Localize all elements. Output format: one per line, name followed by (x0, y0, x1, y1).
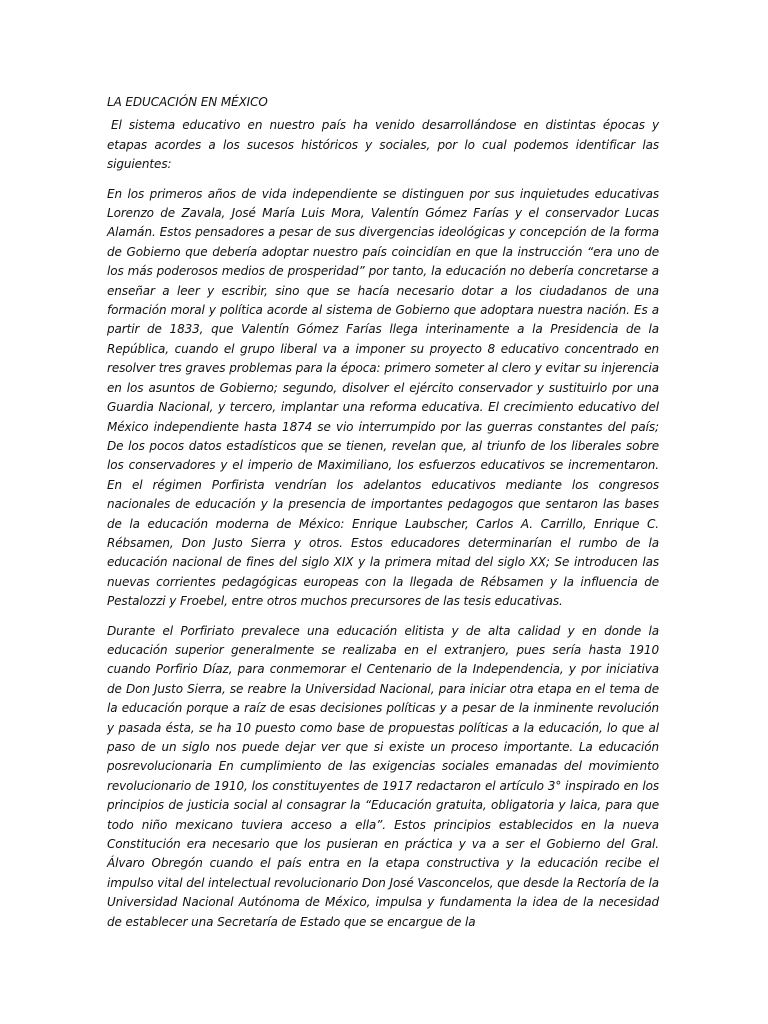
independence-era-paragraph: En los primeros años de vida independiente se distinguen por sus inquietudes educativas Lorenzo de Zavala, José María Luis Mora, Valentín Gómez Farías y el conservador Lucas Alamán. Estos pensadores a pesar de sus divergencias ideológicas y concepción de la forma de Gobierno que debería adoptar nuestro país coincidían en que la instrucción “era uno de los más poderosos medios de prosperidad” por tanto, la educación no debería concretarse a enseñar a leer y escribir, sino que se hacía necesario dotar a los ciudadanos de una formación moral y política acorde al sistema de Gobierno que adoptara nuestra nación. Es a partir de 1833, que Valentín Gómez Farías llega interinamente a la Presidencia de la República, cuando el grupo liberal va a imponer su proyecto 8 educativo concentrado en resolver tres graves problemas para la época: primero someter al clero y evitar su injerencia en los asuntos de Gobierno; segundo, disolver el ejército conservador y sustituirlo por una Guardia Nacional, y tercero, implantar una reforma educativa. El crecimiento educativo del México independiente hasta 1874 se vio interrumpido por las guerras constantes del país; De los pocos datos estadísticos que se tienen, revelan que, al triunfo de los liberales sobre los conservadores y el imperio de Maximiliano, los esfuerzos educativos se incrementaron. En el régimen Porfirista vendrían los adelantos educativos mediante los congresos nacionales de educación y la presencia de importantes pedagogos que sentaron las bases de la educación moderna de México: Enrique Laubscher, Carlos A. Carrillo, Enrique C. Rébsamen, Don Justo Sierra y otros. Estos educadores determinarían el rumbo de la educación nacional de fines del siglo XIX y la primera mitad del siglo XX; Se introducen las nuevas corrientes pedagógicas europeas con la llegada de Rébsamen y la influencia de Pestalozzi y Froebel, entre otros muchos precursores de las tesis educativas. (107, 186, 659, 609)
intro-paragraph: El sistema educativo en nuestro país ha venido desarrollándose en distintas épocas y etapas acordes a los sucesos históricos y sociales, por lo cual podemos identificar las siguientes: (107, 118, 659, 172)
document-title: LA EDUCACIÓN EN MÉXICO (107, 95, 268, 109)
document-page (107, 93, 659, 942)
porfiriato-paragraph: Durante el Porfiriato prevalece una educación elitista y de alta calidad y en donde la educación superior generalmente se realizaba en el extranjero, pues sería hasta 1910 cuando Porfirio Díaz, para conmemorar el Centenario de la Independencia, y por iniciativa de Don Justo Sierra, se reabre la Universidad Nacional, para iniciar otra etapa en el tema de la educación porque a raíz de esas decisiones políticas y a pesar de la inminente revolución y pasada ésta, se ha 10 puesto como base de propuestas políticas a la educación, lo que al paso de un siglo nos puede dejar ver que si existe un proceso importante. La educación posrevolucionaria En cumplimiento de las exigencias sociales emanadas del movimiento revolucionario de 1910, los constituyentes de 1917 redactaron el artículo 3° inspirado en los principios de justicia social al consagrar la “Educación gratuita, obligatoria y laica, para que todo niño mexicano tuviera acceso a ella”. Estos principios establecidos en la nueva Constitución era necesario que los pusieran en práctica y va a ser el Gobierno del Gral. Álvaro Obregón cuando el país entra en la etapa constructiva y la educación recibe el impulso vital del intelectual revolucionario Don José Vasconcelos, que desde la Rectoría de la Universidad Nacional Autónoma de México, impulsa y fundamenta la idea de la necesidad de establecer una Secretaría de Estado que se encargue de la (107, 623, 659, 929)
